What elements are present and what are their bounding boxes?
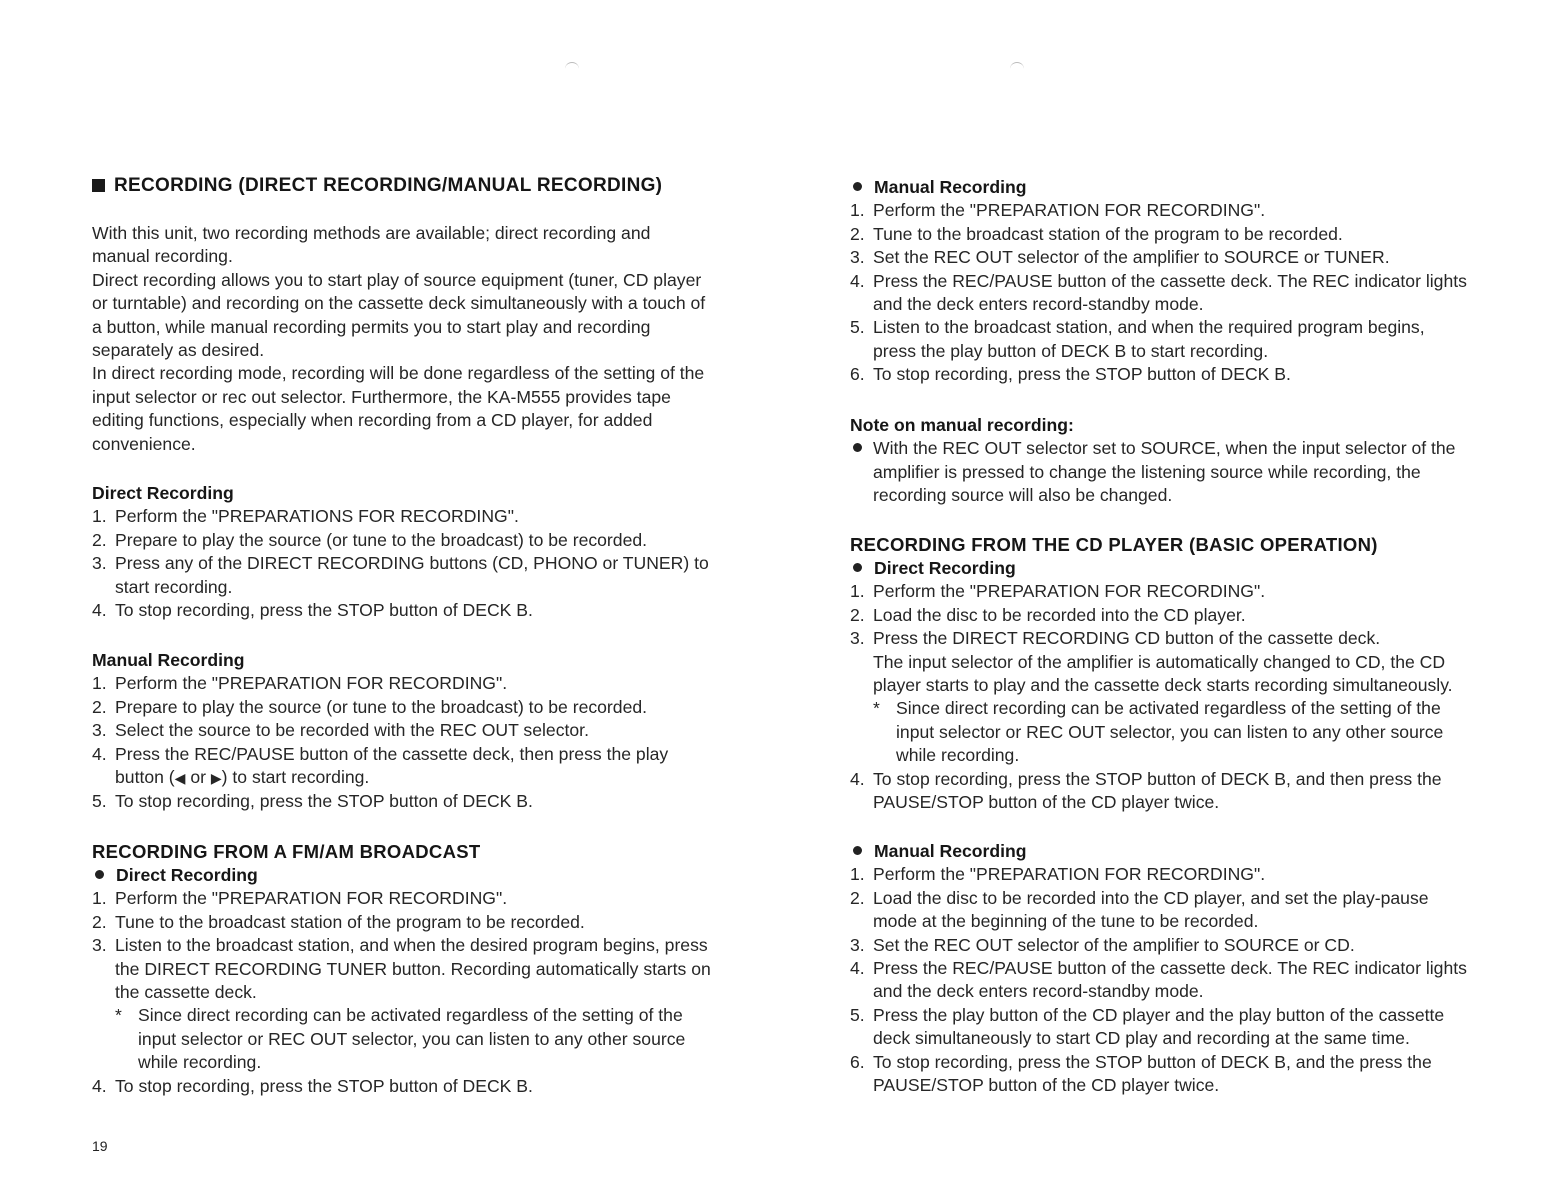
section-heading: Direct Recording xyxy=(92,483,234,503)
list-item: 1. Perform the "PREPARATION FOR RECORDING". xyxy=(92,888,508,909)
square-bullet-icon xyxy=(92,179,105,192)
section-title: RECORDING FROM THE CD PLAYER (BASIC OPERATION) xyxy=(850,534,1378,555)
list-item: 3. Set the REC OUT selector of the amplifier to SOURCE or CD. xyxy=(850,934,1355,955)
manual-note-section xyxy=(850,414,1540,508)
bullet-icon xyxy=(853,563,862,572)
list-item: 4. Press the REC/PAUSE button of the cassette deck, then press the play button (◀ or ▶) to start recording. xyxy=(92,743,669,788)
note-item: * Since direct recording can be activated regardless of the setting of the input selector or REC OUT selector, you can listen to any other source while recording. xyxy=(873,698,1444,766)
list-item: 2. Tune to the broadcast station of the program to be recorded. xyxy=(92,911,585,932)
direct-recording-section xyxy=(92,482,782,622)
main-title: RECORDING (DIRECT RECORDING/MANUAL RECORDING) xyxy=(92,174,782,198)
list-item: 2. Prepare to play the source (or tune to the broadcast) to be recorded. xyxy=(92,696,648,717)
list-item: 3. Listen to the broadcast station, and when the desired program begins, press the DIRECT RECORDING TUNER button. Recording automatically starts on the cassette deck. xyxy=(92,935,711,1003)
bullet-icon xyxy=(853,846,862,855)
list-item: 1. Perform the "PREPARATIONS FOR RECORDING". xyxy=(92,506,519,527)
list-item: 3. Select the source to be recorded with the REC OUT selector. xyxy=(92,720,589,741)
note-heading: Note on manual recording: xyxy=(850,415,1074,435)
section-subheading: Direct Recording xyxy=(850,557,1540,580)
step-list xyxy=(92,672,782,813)
list-item: 5. Press the play button of the CD player and the play button of the cassette deck simultaneously to start CD play and recording at the same time. xyxy=(850,1004,1445,1049)
bullet-icon xyxy=(95,870,104,879)
section-subheading: Direct Recording xyxy=(92,864,782,887)
section-subheading: Manual Recording xyxy=(850,840,1540,863)
bullet-icon xyxy=(853,443,862,452)
list-item: 3. Press the DIRECT RECORDING CD button of the cassette deck. The input selector of the amplifier is automatically changed to CD, the CD player starts to play and the cassette deck starts recording simultaneously. xyxy=(850,628,1453,696)
list-item: 2. Load the disc to be recorded into the CD player. xyxy=(850,604,1246,625)
forward-play-icon: ▶ xyxy=(210,770,222,787)
list-item: 4. To stop recording, press the STOP button of DECK B, and then press the PAUSE/STOP button of the CD player twice. xyxy=(850,768,1442,813)
note-item: * Since direct recording can be activated regardless of the setting of the input selector or REC OUT selector, you can listen to any other source while recording. xyxy=(115,1005,686,1073)
list-item: 1. Perform the "PREPARATION FOR RECORDING". xyxy=(850,200,1266,221)
list-item: 1. Perform the "PREPARATION FOR RECORDING". xyxy=(850,581,1266,602)
list-item: 4. Press the REC/PAUSE button of the cassette deck. The REC indicator lights and the deck enters record-standby mode. xyxy=(850,270,1467,315)
step-list xyxy=(92,887,782,1098)
list-item: 5. Listen to the broadcast station, and when the required program begins, press the play button of DECK B to start recording. xyxy=(850,317,1425,361)
intro-paragraph: With this unit, two recording methods are available; direct recording and manual recording. Direct recording allows you to start play of source equipment (tuner, CD player or turntable) and recording on the cassette deck simultaneously with a touch of a button, while manual recording permits you to start play and recording separately as desired. In direct recording mode, recording will be done regardless of the setting of the input selector or rec out selector. Furthermore, the KA-M555 provides tape editing functions, especially when recording from a CD player, for added convenience. xyxy=(92,223,706,454)
step-list xyxy=(850,863,1540,1097)
list-item: 5. To stop recording, press the STOP button of DECK B. xyxy=(92,791,533,812)
list-item: 1. Perform the "PREPARATION FOR RECORDING". xyxy=(92,673,508,694)
cd-player-section xyxy=(850,533,1540,814)
step-list xyxy=(850,580,1540,814)
page-number: 19 xyxy=(92,1138,108,1154)
scan-mark xyxy=(565,62,579,69)
step-list xyxy=(850,199,1540,386)
section-heading: Manual Recording xyxy=(92,650,245,670)
list-item: 2. Tune to the broadcast station of the program to be recorded. xyxy=(850,223,1343,244)
step-list xyxy=(92,505,782,622)
rewind-play-icon: ◀ xyxy=(174,770,186,787)
list-item: 6. To stop recording, press the STOP button of DECK B. xyxy=(850,364,1291,385)
list-item: 3. Press any of the DIRECT RECORDING buttons (CD, PHONO or TUNER) to start recording. xyxy=(92,553,709,597)
scan-mark xyxy=(1010,62,1024,69)
section-title: RECORDING FROM A FM/AM BROADCAST xyxy=(92,841,481,862)
list-item: 4. To stop recording, press the STOP button of DECK B. xyxy=(92,600,533,621)
manual-recording-section xyxy=(92,649,782,814)
manual-recording-fm-section xyxy=(850,176,1540,387)
list-item: 6. To stop recording, press the STOP button of DECK B, and the press the PAUSE/STOP button of the CD player twice. xyxy=(850,1051,1432,1096)
list-item: With the REC OUT selector set to SOURCE, when the input selector of the amplifier is pressed to change the listening source while recording, the recording source will also be changed. xyxy=(850,437,1540,507)
list-item: 4. Press the REC/PAUSE button of the cassette deck. The REC indicator lights and the deck enters record-standby mode. xyxy=(850,958,1467,1002)
list-item: 2. Prepare to play the source (or tune to the broadcast) to be recorded. xyxy=(92,529,648,550)
section-subheading: Manual Recording xyxy=(850,176,1540,199)
cd-manual-section xyxy=(850,840,1540,1097)
list-item: 3. Set the REC OUT selector of the amplifier to SOURCE or TUNER. xyxy=(850,247,1390,268)
list-item: 1. Perform the "PREPARATION FOR RECORDING". xyxy=(850,864,1266,885)
bullet-icon xyxy=(853,182,862,191)
list-item: 2. Load the disc to be recorded into the CD player, and set the play-pause mode at the beginning of the tune to be recorded. xyxy=(850,887,1429,932)
note-list xyxy=(850,437,1540,507)
fm-am-section xyxy=(92,840,782,1098)
list-item: 4. To stop recording, press the STOP button of DECK B. xyxy=(92,1075,533,1096)
